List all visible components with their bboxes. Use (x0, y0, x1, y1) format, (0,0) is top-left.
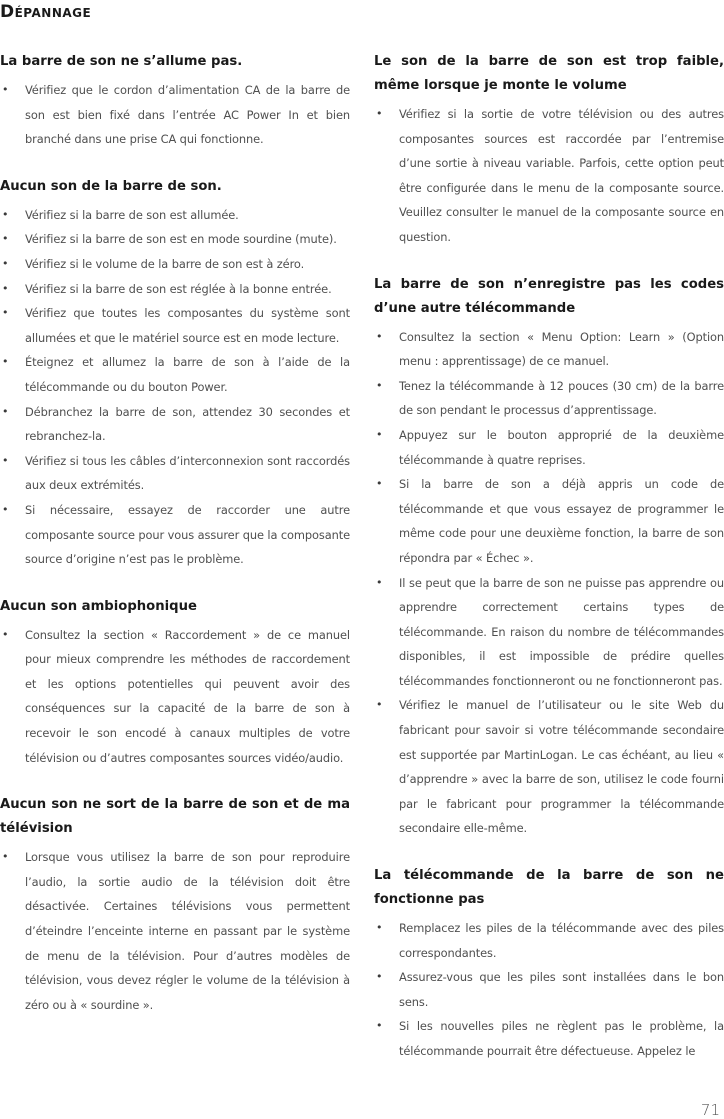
list-item-text: Vérifiez si le volume de la barre de son est à zéro. (25, 256, 305, 271)
section-heading: La télécommande de la barre de son ne fonctionne pas (374, 868, 724, 908)
list-item-text: Il se peut que la barre de son ne puisse pas apprendre ou apprendre correctement certains types de télécommande. En raison du nombre de télécommandes disponibles, il est impossible de prédire quelles télécommandes fonctionneront ou ne fonctionneront pas. (399, 575, 724, 688)
list-item-text: Remplacez les piles de la télécommande avec des piles correspondantes. (399, 921, 724, 960)
list-item-text: Vérifiez le manuel de l’utilisateur ou le site Web du fabricant pour savoir si votre télécommande secondaire est supportée par MartinLogan. Le cas échéant, au lieu « d’apprendre » avec la barre de son, utilisez le code fourni par le fabricant pour programmer la télécommande secondaire elle-même. (399, 698, 724, 836)
list-item (0, 301, 350, 350)
bullet-icon: • (376, 107, 383, 120)
bullet-icon: • (2, 502, 9, 516)
list-item-text: Assurez-vous que les piles sont installées dans le bon sens. (399, 970, 724, 1009)
troubleshooting-section (374, 50, 724, 250)
bullet-icon: • (376, 427, 383, 441)
bullet-icon: • (2, 453, 9, 467)
bullet-list (374, 325, 724, 841)
list-item-text: Consultez la section « Menu Option: Learn » (Option menu : apprentissage) de ce manuel. (399, 329, 724, 369)
bullet-icon: • (376, 329, 383, 343)
list-item-text: Éteignez et allumez la barre de son à l’aide de la télécommande ou du bouton Power. (25, 355, 350, 394)
page-number: 71 (700, 1101, 720, 1119)
list-item (0, 350, 350, 399)
list-item-text: Consultez la section « Raccordement » de ce manuel pour mieux comprendre les méthodes de raccordement et les options potentielles qui peuvent avoir des conséquences sur la capacité de la barre de son à recevoir le son encodé à canaux multiples de votre télévision ou d’autres composantes sources vidéo/audio. (25, 627, 350, 765)
section-heading: Aucun son de la barre de son. (0, 178, 222, 194)
bullet-icon: • (2, 355, 9, 369)
list-item-text: Vérifiez si la barre de son est allumée. (25, 207, 239, 222)
list-item (374, 325, 724, 374)
list-item (0, 252, 350, 277)
list-item (374, 102, 724, 250)
bullet-list (0, 203, 350, 572)
list-item-text: Si la barre de son a déjà appris un code de télécommande et que vous essayez de programmer le même code pour une deuxième fonction, la barre de son répondra par « Échec ». (399, 477, 724, 565)
troubleshooting-section (0, 595, 350, 771)
list-item (0, 203, 350, 228)
bullet-icon: • (2, 306, 9, 320)
list-item-text: Vérifiez si la barre de son est en mode sourdine (mute). (25, 232, 337, 247)
bullet-icon: • (376, 970, 383, 984)
list-item (374, 571, 724, 694)
bullet-icon: • (2, 207, 9, 221)
list-item (374, 423, 724, 472)
bullet-icon: • (2, 83, 9, 96)
bullet-icon: • (2, 256, 9, 270)
list-item (374, 916, 724, 965)
list-item (374, 965, 724, 1014)
section-heading: Aucun son ambiophonique (0, 598, 197, 614)
troubleshooting-section (0, 175, 350, 572)
list-item-text: Débranchez la barre de son, attendez 30 secondes et rebranchez-la. (25, 404, 350, 444)
list-item-text: Vérifiez si la barre de son est réglée à la bonne entrée. (25, 281, 332, 296)
bullet-icon: • (2, 627, 9, 641)
left-column (0, 50, 350, 1040)
list-item (374, 693, 724, 841)
troubleshooting-section (0, 50, 350, 152)
bullet-icon: • (376, 1019, 383, 1033)
list-item (0, 78, 350, 152)
list-item-text: Tenez la télécommande à 12 pouces (30 cm) de la barre de son pendant le processus d’apprentissage. (399, 378, 724, 418)
list-item (0, 400, 350, 449)
bullet-icon: • (2, 404, 9, 418)
bullet-icon: • (376, 477, 383, 491)
list-item (0, 449, 350, 498)
list-item-text: Appuyez sur le bouton approprié de la deuxième télécommande à quatre reprises. (399, 427, 724, 467)
list-item-text: Vérifiez si tous les câbles d’interconnexion sont raccordés aux deux extrémités. (25, 453, 350, 493)
troubleshooting-section (0, 793, 350, 1017)
troubleshooting-section (374, 273, 724, 841)
list-item (0, 845, 350, 1017)
bullet-list (0, 78, 350, 152)
bullet-icon: • (376, 698, 383, 712)
list-item (374, 374, 724, 423)
section-heading: Aucun son ne sort de la barre de son et de ma télévision (0, 797, 350, 837)
bullet-list (374, 916, 724, 1064)
list-item-text: Si les nouvelles piles ne règlent pas le problème, la télécommande pourrait être défectueuse. Appelez le (399, 1019, 724, 1058)
list-item (374, 472, 724, 570)
list-item-text: Lorsque vous utilisez la barre de son pour reproduire l’audio, la sortie audio de la télévision doit être désactivée. Certaines télévisions vous permettent d’éteindre l’enceinte interne en passant par le système de menu de la télévision. Pour d’autres modèles de télévision, vous devez régler le volume de la télévision à zéro ou à « sourdine ». (25, 850, 350, 1012)
list-item-text: Vérifiez que le cordon d’alimentation CA de la barre de son est bien fixé dans l’entrée AC Power In et bien branché dans une prise CA qui fonctionne. (25, 83, 350, 147)
bullet-list (374, 102, 724, 250)
bullet-icon: • (376, 921, 383, 935)
right-column (374, 50, 724, 1087)
bullet-icon: • (2, 281, 9, 295)
bullet-icon: • (376, 575, 383, 589)
section-heading: La barre de son n’enregistre pas les codes d’une autre télécommande (374, 276, 724, 316)
list-item (374, 1014, 724, 1063)
troubleshooting-section (374, 864, 724, 1064)
list-item-text: Vérifiez que toutes les composantes du système sont allumées et que le matériel source est en mode lecture. (25, 306, 350, 345)
list-item (0, 227, 350, 252)
list-item-text: Vérifiez si la sortie de votre télévision ou des autres composantes sources est raccordée par l’entremise d’une sortie à niveau variable. Parfois, cette option peut être configurée dans le menu de la composante source. Veuillez consulter le manuel de la composante source en question. (399, 107, 724, 244)
bullet-list (0, 845, 350, 1017)
bullet-icon: • (2, 232, 9, 246)
section-heading: Le son de la barre de son est trop faible, même lorsque je monte le volume (374, 54, 724, 93)
section-heading: La barre de son ne s’allume pas. (0, 54, 243, 69)
bullet-icon: • (2, 850, 9, 864)
page-title: Dépannage (0, 2, 92, 22)
list-item (0, 623, 350, 771)
list-item (0, 277, 350, 302)
bullet-icon: • (376, 378, 383, 392)
bullet-list (0, 623, 350, 771)
list-item-text: Si nécessaire, essayez de raccorder une autre composante source pour vous assurer que la composante source d’origine n’est pas le problème. (25, 502, 350, 567)
list-item (0, 498, 350, 572)
